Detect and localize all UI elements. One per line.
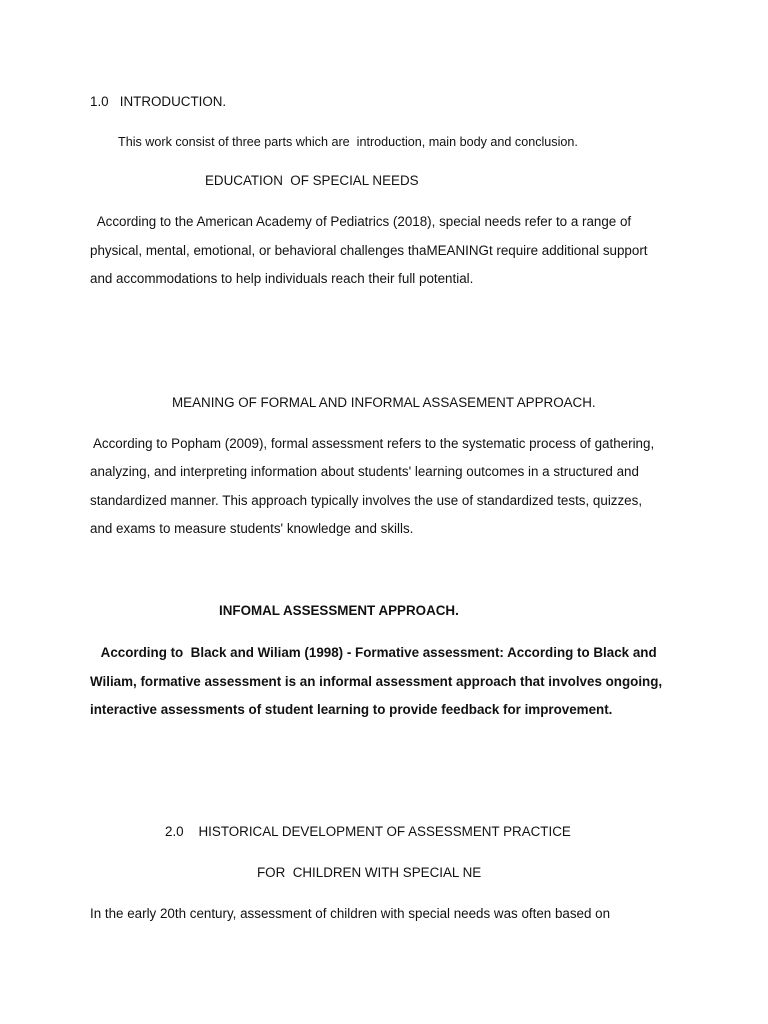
historical-subheading: FOR CHILDREN WITH SPECIAL NE bbox=[257, 865, 482, 880]
intro-text: This work consist of three parts which are introduction, main body and conclusion. bbox=[118, 135, 578, 149]
paragraph-line: analyzing, and interpreting information about students' learning outcomes in a structured and bbox=[90, 464, 639, 479]
informal-heading: INFOMAL ASSESSMENT APPROACH. bbox=[219, 603, 459, 618]
historical-heading: 2.0 HISTORICAL DEVELOPMENT OF ASSESSMENT PRACTICE bbox=[165, 824, 571, 839]
paragraph-line: and exams to measure students' knowledge and skills. bbox=[90, 521, 414, 536]
formal-heading: MEANING OF FORMAL AND INFORMAL ASSASEMENT APPROACH. bbox=[172, 395, 596, 410]
paragraph-line: standardized manner. This approach typically involves the use of standardized tests, quizzes, bbox=[90, 493, 643, 508]
section-title: EDUCATION OF SPECIAL NEEDS bbox=[205, 173, 419, 188]
paragraph-line: Wiliam, formative assessment is an informal assessment approach that involves ongoing, bbox=[90, 674, 663, 689]
paragraph-line: interactive assessments of student learning to provide feedback for improvement. bbox=[90, 702, 613, 717]
paragraph-line: In the early 20th century, assessment of children with special needs was often based on bbox=[90, 906, 611, 921]
paragraph-line: physical, mental, emotional, or behavioral challenges thaMEANINGt require additional support bbox=[90, 243, 648, 258]
intro-heading: 1.0 INTRODUCTION. bbox=[90, 94, 227, 109]
paragraph-line: and accommodations to help individuals reach their full potential. bbox=[90, 271, 474, 286]
paragraph-line: According to the American Academy of Pediatrics (2018), special needs refer to a range of bbox=[90, 214, 632, 229]
paragraph-line: According to Popham (2009), formal assessment refers to the systematic process of gathering, bbox=[90, 436, 655, 451]
paragraph-line: According to Black and Wiliam (1998) - Formative assessment: According to Black and bbox=[90, 645, 657, 660]
